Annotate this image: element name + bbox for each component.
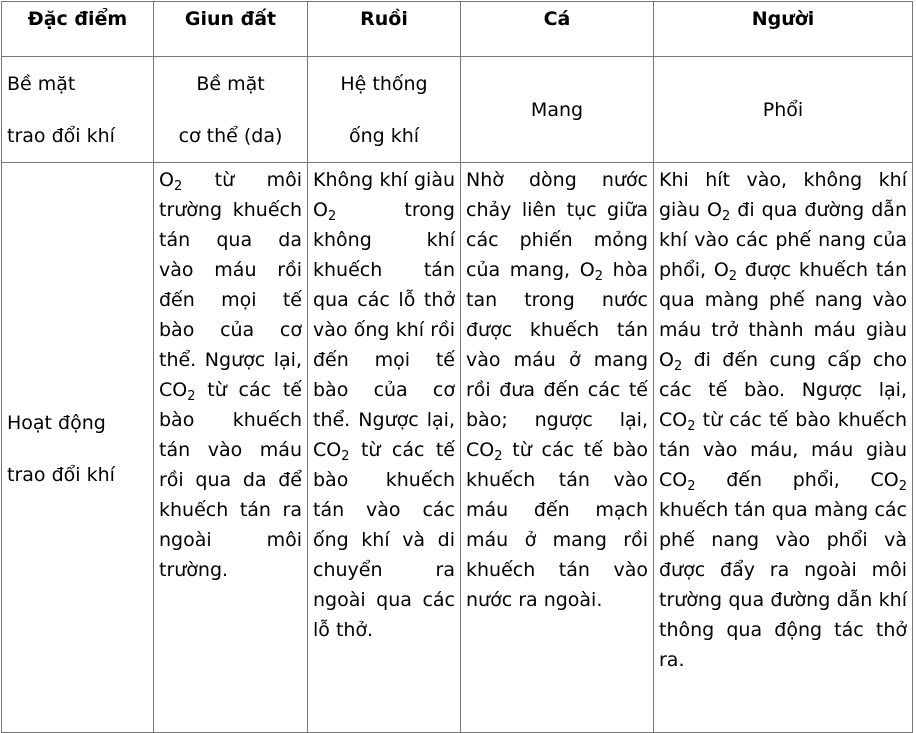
activity-label-cell [2, 163, 154, 733]
human-sub-6: 2 [898, 479, 907, 494]
earthworm-sub-2: 2 [187, 389, 196, 404]
fly-surface-cell [308, 57, 461, 163]
earthworm-text-2: từ môi trường khuếch tán qua da vào máu rồi đến mọi tế bào của cơ thể. Ngược lại, CO [159, 169, 302, 401]
fish-text-2: hòa tan trong nước được khuếch tán vào máu ở mang rồi đưa đến các tế bào; ngược lại, CO [466, 259, 648, 461]
gas-exchange-table [1, 1, 913, 733]
surface-row [2, 57, 913, 163]
header-feature: Đặc điểm [2, 2, 154, 57]
human-sub-5: 2 [687, 479, 696, 494]
earthworm-surface-cell [154, 57, 308, 163]
human-text-4: đi đến cung cấp cho các tế bào. Ngược lại, CO [659, 349, 907, 431]
fly-surface-line2: ống khí [348, 124, 420, 147]
fly-activity-cell [308, 163, 461, 733]
activity-row [2, 163, 913, 733]
earthworm-text-3: từ các tế bào khuếch tán vào máu rồi qua da để khuếch tán ra ngoài môi trường. [159, 379, 302, 581]
fly-sub-1: 2 [327, 209, 337, 224]
surface-label-cell [2, 57, 154, 163]
human-sub-1: 2 [722, 209, 731, 224]
fly-text-2: trong không khí khuếch tán qua các lỗ thở vào ống khí rồi đến mọi tế bào của cơ thể. Ngược lại, CO [313, 199, 455, 461]
fish-sub-2: 2 [494, 449, 503, 464]
fish-surface-cell: Mang [461, 57, 654, 163]
activity-label-line1: Hoạt động [7, 411, 106, 434]
human-text-1: Khi hít vào, không khí giàu O [659, 169, 907, 221]
earthworm-surface-line2: cơ thể (da) [178, 124, 283, 147]
fish-text-1: Nhờ dòng nước chảy liên tục giữa các phiến mỏng của mang, O [466, 169, 648, 281]
earthworm-surface-line1: Bề mặt [196, 72, 265, 95]
fly-sub-2: 2 [341, 449, 350, 464]
fly-text-3: từ các tế bào khuếch tán vào các ống khí và di chuyển ra ngoài qua các lỗ thở. [313, 439, 455, 641]
human-sub-3: 2 [673, 359, 683, 374]
human-text-7: khuếch tán qua màng các phế nang vào phổi và được đẩy ra ngoài môi trường qua đường dẫn khí thông qua động tác thở ra. [659, 499, 907, 671]
human-text-5: từ các tế bào khuếch tán vào máu, máu giàu CO [659, 409, 907, 491]
header-row [2, 2, 913, 57]
fish-text-3: từ các tế bào khuếch tán vào máu đến mạch máu ở mang rồi khuếch tán vào nước ra ngoài. [466, 439, 648, 611]
header-human: Người [654, 2, 913, 57]
fish-activity-cell [461, 163, 654, 733]
fish-sub-1: 2 [594, 269, 604, 284]
human-text-6: đến phổi, CO [695, 469, 899, 491]
earthworm-sub-1: 2 [173, 179, 183, 194]
human-text-2: đi qua đường dẫn khí vào các phế nang của phổi, O [659, 199, 907, 281]
human-activity-cell [654, 163, 913, 733]
fly-text-1: Không khí giàu O [313, 169, 455, 221]
human-text-3: được khuếch tán qua màng phế nang vào máu trở thành máu giàu O [659, 259, 907, 371]
surface-label-line1: Bề mặt [7, 72, 76, 95]
activity-label-line2: trao đổi khí [7, 463, 115, 486]
header-earthworm: Giun đất [154, 2, 308, 57]
header-fish: Cá [461, 2, 654, 57]
human-surface-cell: Phổi [654, 57, 913, 163]
surface-label-line2: trao đổi khí [7, 124, 115, 147]
fly-surface-line1: Hệ thống [340, 72, 428, 95]
earthworm-text-1: O [159, 169, 174, 191]
human-sub-4: 2 [687, 419, 696, 434]
human-sub-2: 2 [728, 269, 738, 284]
earthworm-activity-cell [154, 163, 308, 733]
header-fly: Ruồi [308, 2, 461, 57]
